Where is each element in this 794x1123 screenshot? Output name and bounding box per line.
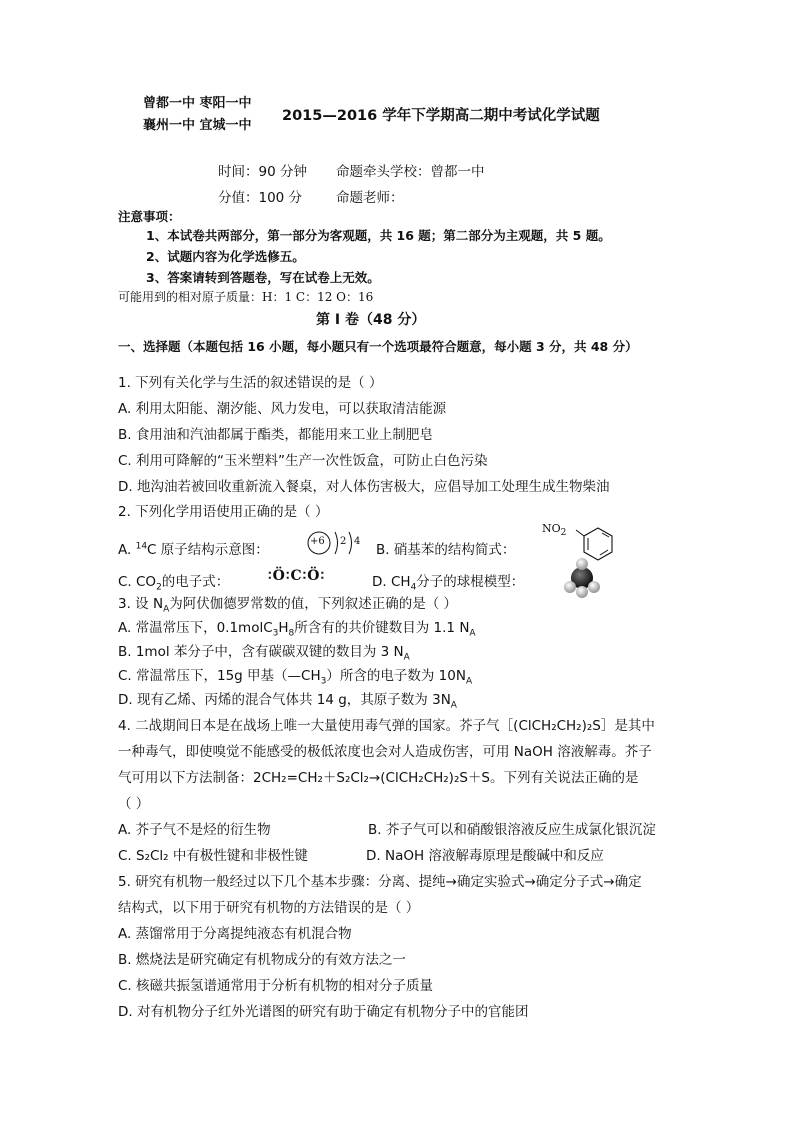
q5-option-d: D. 对有机物分子红外光谱图的研究有助于确定有机物分子中的官能团 xyxy=(118,1004,529,1020)
q1-option-d: D. 地沟油若被回收重新流入餐桌，对人体伤害极大，应倡导加工处理生成生物柴油 xyxy=(118,479,610,495)
q1-stem: 1. 下列有关化学与生活的叙述错误的是（ ） xyxy=(118,375,383,391)
co2-electron-formula: ∶Ö∶C∶Ö∶ xyxy=(268,568,326,584)
q2-a-mass-number: 14 xyxy=(135,541,148,552)
notice-item-1: 1、本试卷共两部分，第一部分为客观题，共 16 题；第二部分为主观题，共 5 题。 xyxy=(146,228,611,243)
q3-option-d: D. 现有乙烯、丙烯的混合气体共 14 g，其原子数为 $3N_A$ xyxy=(118,692,457,711)
notice-item-3: 3、答案请转到答题卷，写在试卷上无效。 xyxy=(146,270,380,285)
q4-line-1: 4. 二战期间日本是在战场上唯一大量使用毒气弹的国家。芥子气［(ClCH₂CH₂)₂S］是其中 xyxy=(118,718,655,734)
q1-option-c: C. 利用可降解的“玉米塑料”生产一次性饭盒，可防止白色污染 xyxy=(118,453,488,469)
section-1-heading: 一、选择题（本题包括 16 小题，每小题只有一个选项最符合题意，每小题 3 分，共 48 分） xyxy=(118,339,638,354)
schools-line-1: 曾都一中 枣阳一中 xyxy=(143,96,252,111)
q5-option-a: A. 蒸馏常用于分离提纯液态有机混合物 xyxy=(118,926,352,942)
q2-option-b: B. 硝基苯的结构简式： xyxy=(376,542,516,558)
q1-option-a: A. 利用太阳能、潮汐能、风力发电，可以获取清洁能源 xyxy=(118,401,447,417)
q3-option-a: A. 常温常压下，$0.1molC_3H_8$所含有的共价键数目为 1.1 $N_A$ xyxy=(118,620,476,639)
q3-option-c: C. 常温常压下，15g 甲基$(—CH_3)$所含的电子数为 $10N_A$ xyxy=(118,668,473,687)
notice-heading: 注意事项： xyxy=(118,209,181,224)
q4-line-2: 一种毒气，即使嗅觉不能感受的极低浓度也会对人造成伤害，可用 NaOH 溶液解毒。芥子 xyxy=(118,744,652,760)
nucleus-charge: +6 xyxy=(310,536,325,547)
q2-a-prefix: A. xyxy=(118,542,136,558)
q5-line-1: 5. 研究有机物一般经过以下几个基本步骤：分离、提纯→确定实验式→确定分子式→确定 xyxy=(118,874,642,890)
q2-option-c: C. $CO_2$的电子式： xyxy=(118,574,230,593)
exam-score: 分值：100 分 xyxy=(218,190,303,206)
q1-option-b: B. 食用油和汽油都属于酯类，都能用来工业上制肥皂 xyxy=(118,427,433,443)
q2-stem: 2. 下列化学用语使用正确的是（ ） xyxy=(118,504,329,520)
shell-2-electrons: 4 xyxy=(354,536,361,547)
nitro-group-label: $NO_2$ xyxy=(542,522,567,539)
q4-option-a: A. 芥子气不是烃的衍生物 xyxy=(118,822,271,838)
lead-school: 命题牵头学校：曾都一中 xyxy=(336,164,485,180)
q4-option-b: B. 芥子气可以和硝酸银溶液反应生成氯化银沉淀 xyxy=(368,822,656,838)
q2-option-a xyxy=(118,538,269,558)
q4-line-3: 气可用以下方法制备：2CH₂=CH₂＋S₂Cl₂→(ClCH₂CH₂)₂S＋S。下列有关说法正确的是 xyxy=(118,770,639,786)
schools-line-2: 襄州一中 宜城一中 xyxy=(143,118,252,133)
methane-ball-stick-model xyxy=(560,556,604,600)
q2-a-text: C 原子结构示意图： xyxy=(147,542,269,558)
carbon-atom-structure-diagram xyxy=(306,528,362,560)
q3-stem: 3. 设 $N_A$为阿伏伽德罗常数的值，下列叙述正确的是（ ） xyxy=(118,596,458,615)
exam-time: 时间：90 分钟 xyxy=(218,164,307,180)
shell-1-electrons: 2 xyxy=(340,536,347,547)
q4-option-d: D. NaOH 溶液解毒原理是酸碱中和反应 xyxy=(366,848,604,864)
notice-item-2: 2、试题内容为化学选修五。 xyxy=(146,249,305,264)
part-1-title: 第 I 卷（48 分） xyxy=(316,312,426,328)
q2-option-d: D. $CH_4$分子的球棍模型： xyxy=(372,574,525,593)
exam-teacher: 命题老师： xyxy=(336,190,404,206)
q5-line-2: 结构式，以下用于研究有机物的方法错误的是（ ） xyxy=(118,900,420,916)
q4-line-4: （ ） xyxy=(118,796,150,812)
q4-option-c: C. S₂Cl₂ 中有极性键和非极性键 xyxy=(118,848,308,864)
q3-option-b: B. 1mol 苯分子中，含有碳碳双键的数目为 3 $N_A$ xyxy=(118,644,410,663)
q5-option-b: B. 燃烧法是研究确定有机物成分的有效方法之一 xyxy=(118,952,406,968)
atomic-mass-note: 可能用到的相对原子质量：H：1 C：12 O：16 xyxy=(118,290,374,304)
q5-option-c: C. 核磁共振氢谱通常用于分析有机物的相对分子质量 xyxy=(118,978,434,994)
exam-title: 2015—2016 学年下学期高二期中考试化学试题 xyxy=(282,108,600,124)
